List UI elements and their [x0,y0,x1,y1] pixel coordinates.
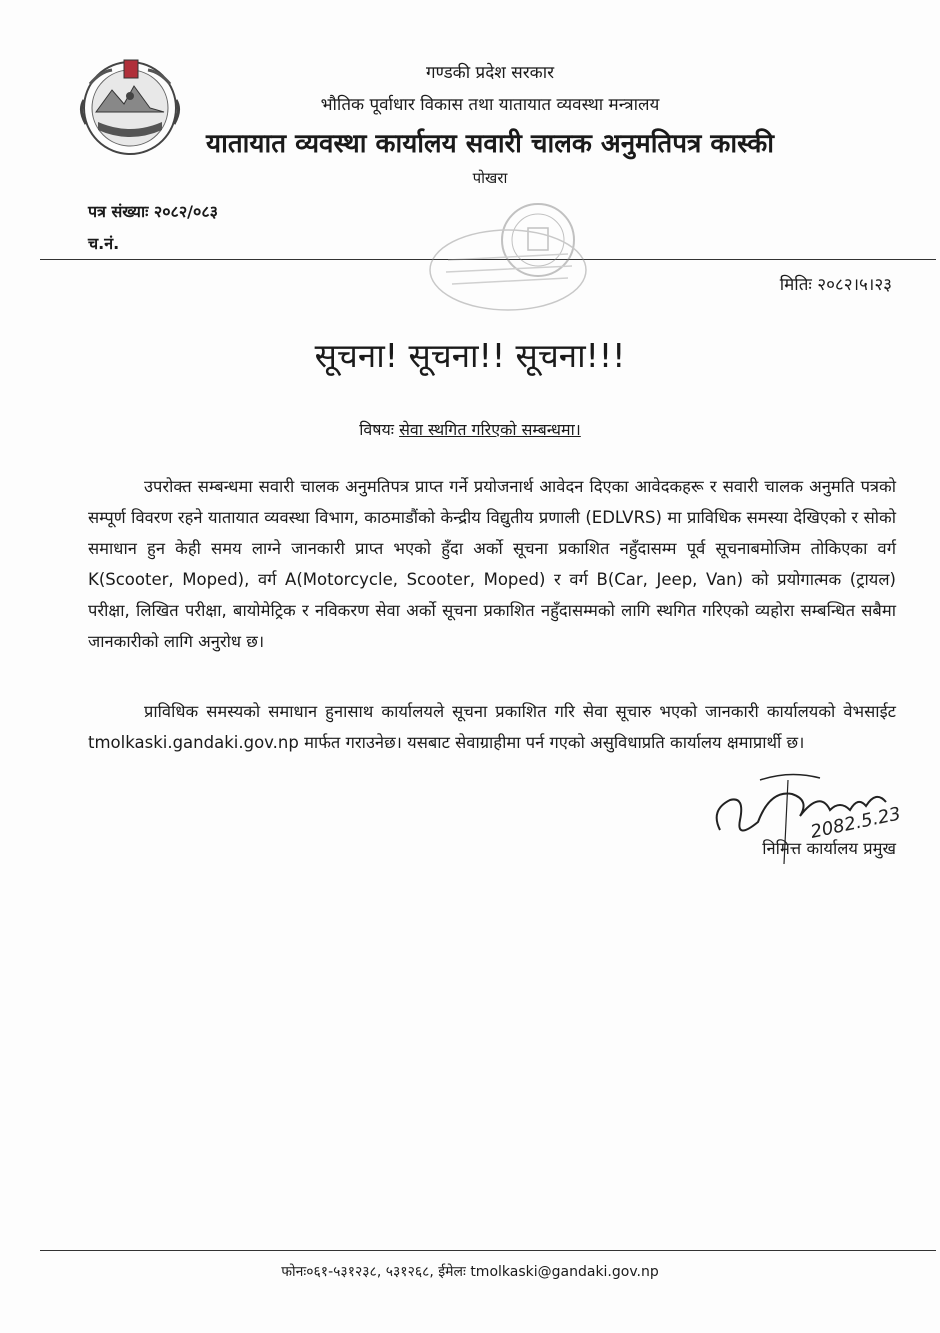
dispatch-number: च.नं. [88,234,120,253]
ministry-line: भौतिक पूर्वाधार विकास तथा यातायात व्यवस्था मन्त्रालय [320,95,660,115]
svg-text:2082.5.23: 2082.5.23 [808,803,903,843]
body-paragraph-1: उपरोक्त सम्बन्धमा सवारी चालक अनुमतिपत्र प्राप्त गर्ने प्रयोजनार्थ आवेदन दिएका आवेदकहरू र सवारी चालक अनुमति पत्रको सम्पूर्ण विवरण रहने यातायात व्यवस्था विभाग, काठमाडौंको केन्द्रीय विद्युतीय प्रणाली (EDLVRS) मा प्राविधिक समस्या देखिएको र सोको समाधान हुन केही समय लाग्ने जानकारी प्राप्त भएको हुँदा अर्को सूचना प्रकाशित नहुँदासम्म पूर्व सूचनाबमोजिम तोकिएका वर्ग K(Scooter, Moped), वर्ग A(Motorcycle, Scooter, Moped) र वर्ग B(Car, Jeep, Van) को प्रयोगात्मक (ट्रायल) परीक्षा, लिखित परीक्षा, बायोमेट्रिक र नविकरण सेवा अर्को सूचना प्रकाशित नहुँदासम्मको लागि स्थगित गरिएको व्यहोरा सम्बन्धित सबैमा जानकारीको लागि अनुरोध छ। [88,477,896,651]
footer-divider [40,1250,936,1251]
subject-text: सेवा स्थगित गरिएको सम्बन्धमा। [399,420,581,439]
signer-title: निमित्त कार्यालय प्रमुख [762,839,896,858]
notice-subject [0,418,940,440]
body-paragraph-2: प्राविधिक समस्यको समाधान हुनासाथ कार्यालयले सूचना प्रकाशित गरि सेवा सूचारु भएको जानकारी कार्यालयको वेभसाईट tmolkaski.gandaki.gov.np मार्फत गराउनेछ। यसबाट सेवाग्राहीमा पर्न गएको असुविधाप्रति कार्यालय क्षमाप्रार्थी छ। [88,702,896,752]
notice-date: मितिः २०८२।५।२३ [779,275,892,295]
subject-label: विषयः [359,420,394,439]
letter-number: पत्र संख्याः २०८२/०८३ [88,202,218,221]
office-name: यातायात व्यवस्था कार्यालय सवारी चालक अनुमतिपत्र कास्की [206,129,774,159]
contact-footer: फोनः०६१-५३१२३८, ५३१२६८, ईमेलः tmolkaski@gandaki.gov.np [281,1264,659,1280]
notice-title: सूचना! सूचना!! सूचना!!! [314,336,626,375]
province-government-line: गण्डकी प्रदेश सरकार [425,63,555,83]
office-city: पोखरा [472,169,508,187]
office-stamp [428,200,598,320]
